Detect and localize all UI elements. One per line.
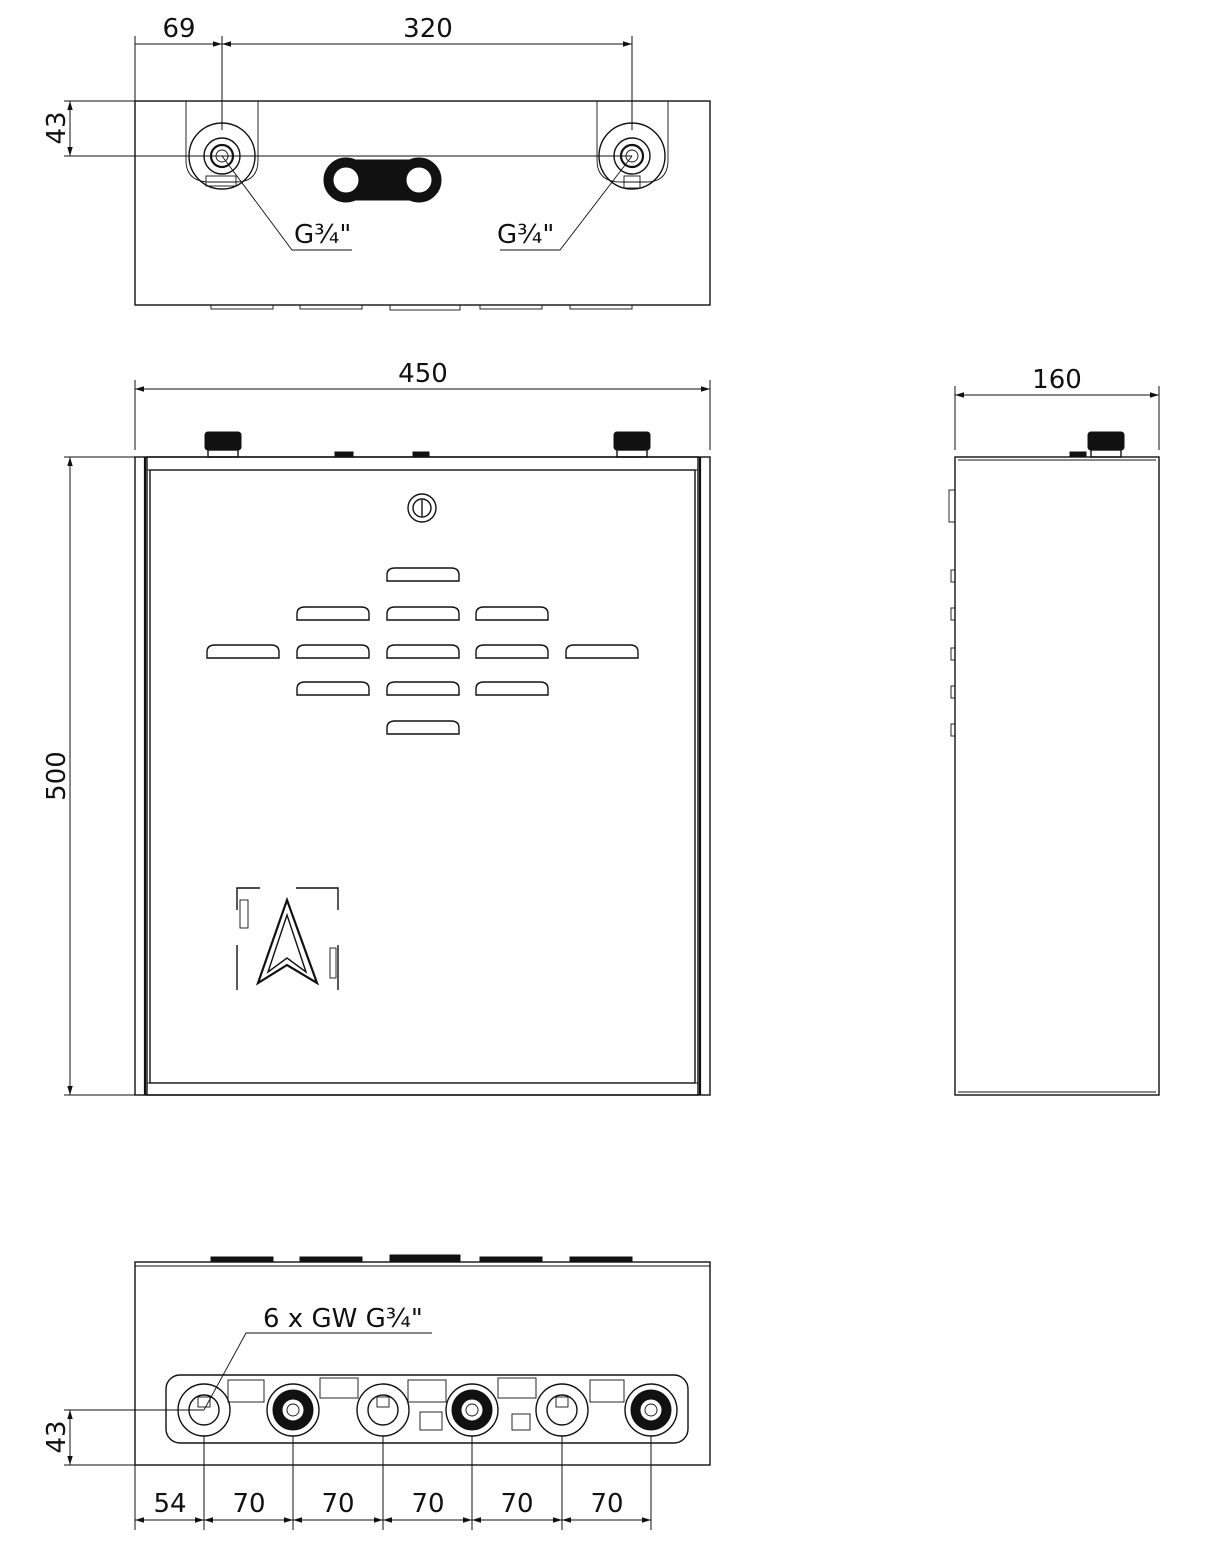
side-view (949, 365, 1159, 1095)
dim-bottom-spacing-4: 70 (500, 1489, 534, 1519)
thread-label-right: G¾" (497, 220, 555, 250)
thread-label-left: G¾" (294, 220, 352, 250)
dim-top-offset-left: 69 (162, 14, 196, 44)
door-lock-icon (408, 494, 436, 522)
top-center-outlets (324, 158, 441, 202)
dim-front-width: 450 (398, 359, 448, 389)
top-view (42, 14, 710, 310)
dim-bottom-spacing-5: 70 (590, 1489, 624, 1519)
dim-bottom-height: 43 (42, 1420, 72, 1454)
dim-top-height: 43 (42, 111, 72, 145)
dim-top-spacing: 320 (403, 14, 453, 44)
brand-logo-icon (237, 888, 338, 990)
dim-bottom-spacing-2: 70 (321, 1489, 355, 1519)
dim-bottom-spacing-1: 70 (232, 1489, 266, 1519)
bottom-port-3 (357, 1384, 409, 1436)
bottom-port-2 (267, 1384, 319, 1436)
bottom-ports-label: 6 x GW G¾" (263, 1304, 423, 1334)
top-view-bottom-lugs (211, 305, 632, 310)
bottom-view (42, 1255, 710, 1530)
bottom-port-5 (536, 1384, 588, 1436)
bottom-port-6 (625, 1384, 677, 1436)
vent-slots (207, 568, 638, 734)
dim-bottom-offset-left: 54 (153, 1489, 187, 1519)
front-view (42, 359, 710, 1095)
dim-bottom-spacing-3: 70 (411, 1489, 445, 1519)
dim-side-depth: 160 (1032, 365, 1082, 395)
dim-front-height: 500 (42, 751, 72, 801)
bottom-port-4 (446, 1384, 498, 1436)
